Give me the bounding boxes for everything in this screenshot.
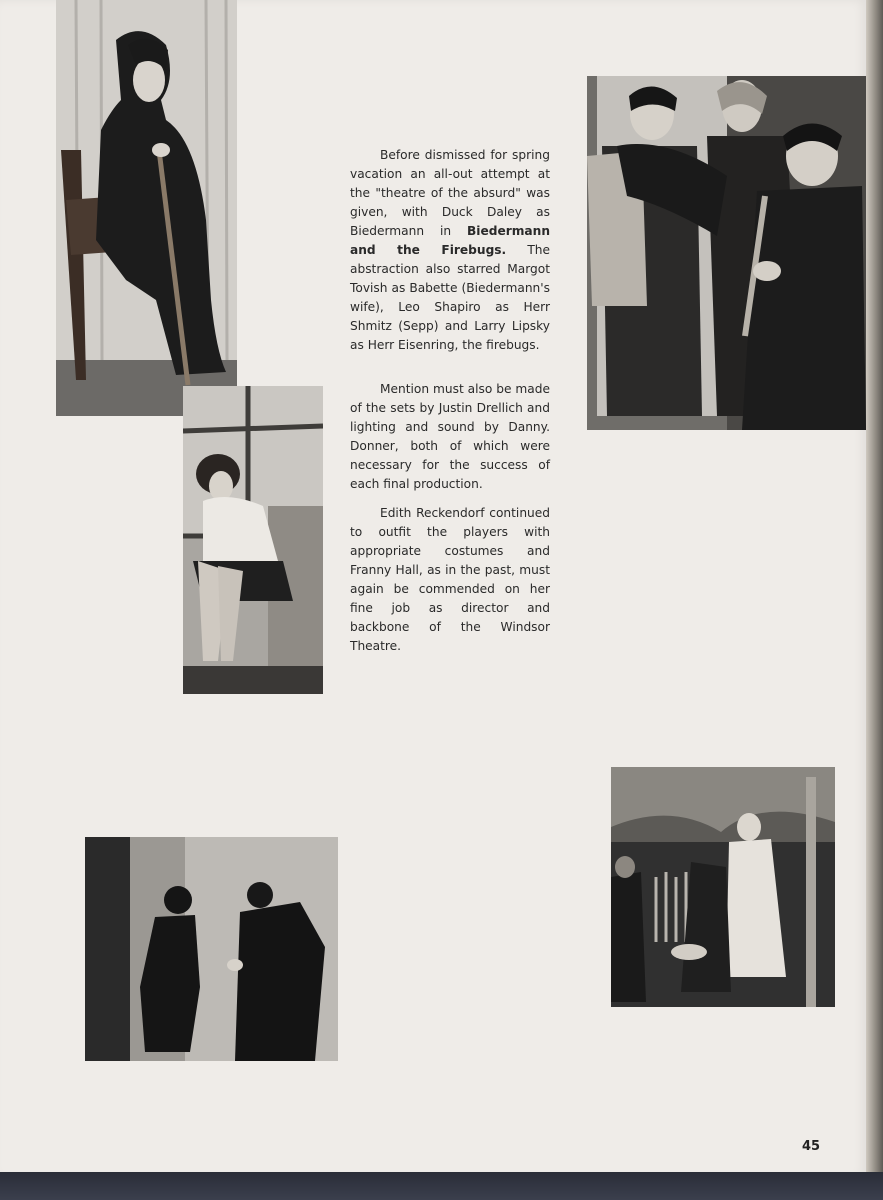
paragraph-1-text-b: The abstraction also starred Margot Tovish as Babette (Biedermann's wife), Leo Shapiro as Herr Shmitz (Sepp) and Larry Lipsky as Herr Eisenring, the firebugs. <box>350 243 551 352</box>
photo-nativity-scene <box>611 767 835 1007</box>
article-text <box>350 146 550 666</box>
photo-woman-in-chair <box>183 386 323 694</box>
play-title: Biedermann and the Firebugs. <box>350 224 550 257</box>
photo-woman-seated-with-cane <box>56 0 237 416</box>
photo-silhouettes <box>85 837 338 1061</box>
page-edge <box>866 0 883 1178</box>
page-number: 45 <box>802 1139 821 1154</box>
photo-group-with-clarinet <box>587 76 866 430</box>
article-paragraph-3: Edith Reckendorf continued to outfit the players with appropriate costumes and Franny Hall, as in the past, must again be commended on her fine job as director and backbone of the Windsor Theatre. <box>350 506 550 653</box>
article-paragraph-2: Mention must also be made of the sets by Justin Drellich and lighting and sound by Danny. Donner, both of which were necessary for the success of each final production. <box>350 382 550 491</box>
paragraph-1-text-a: Before dismissed for spring vacation an all-out attempt at the "theatre of the absurd" was given, with Duck Daley as Biedermann in <box>350 148 550 238</box>
article-paragraph-1 <box>350 146 550 355</box>
book-binding <box>0 1172 883 1200</box>
